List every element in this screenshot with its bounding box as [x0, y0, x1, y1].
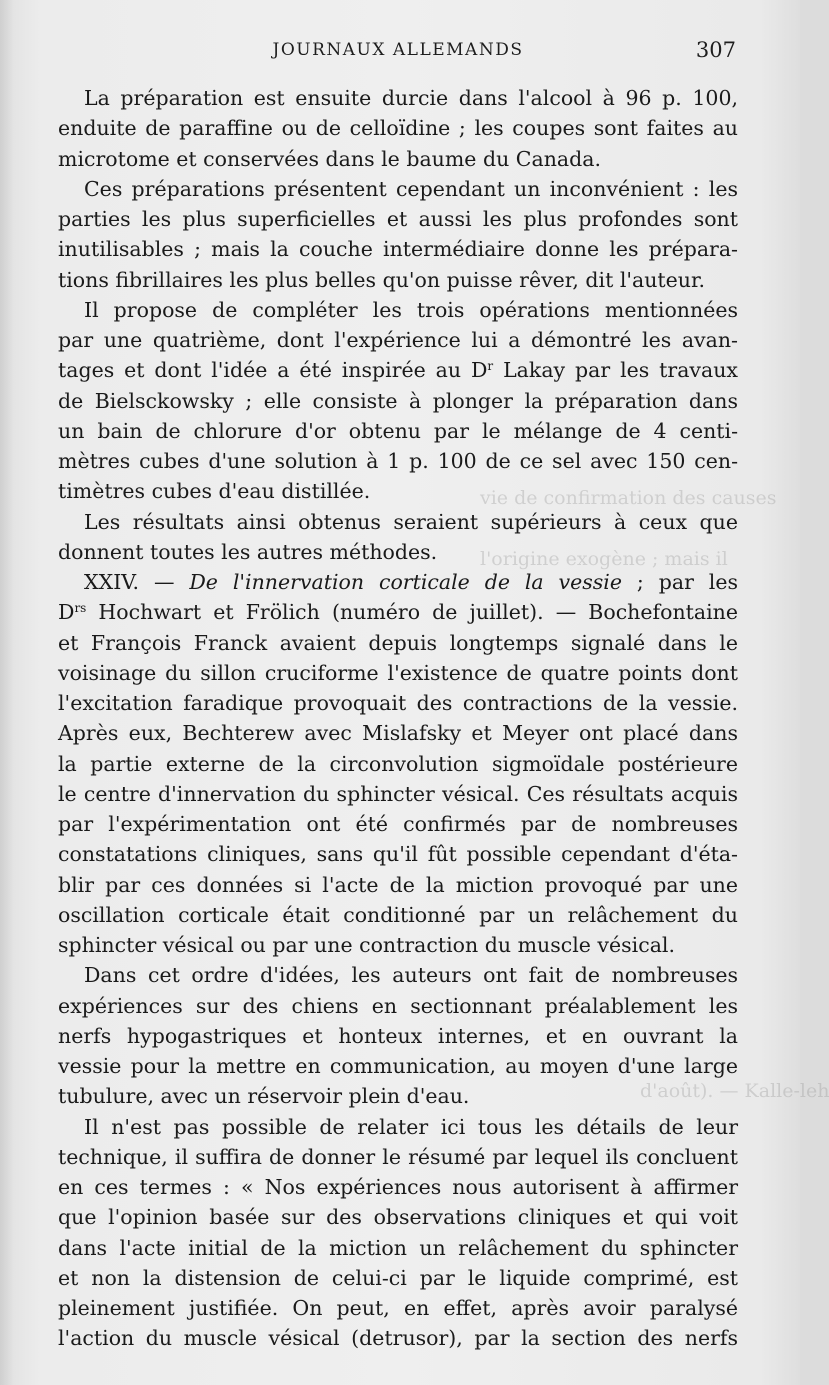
page-header: [60, 38, 736, 68]
section-paragraph: [58, 567, 738, 960]
text-fragment: tages et dont l'idée a été inspirée au D: [58, 358, 488, 383]
show-through-text: vie de confirmation des causes: [480, 487, 777, 509]
text-line: Il n'est pas possible de relater ici tous les détails de leur: [84, 1114, 738, 1139]
text-line: expériences sur des chiens en sectionnant préalablement les: [58, 993, 738, 1018]
text-line: [58, 355, 738, 385]
text-line: parties les plus superficielles et aussi les plus profondes sont: [58, 207, 738, 231]
text-line: La préparation est ensuite durcie dans l'alcool à 96 p. 100,: [84, 86, 738, 110]
paragraph: [58, 960, 738, 1111]
text-line: tubulure, avec un réservoir plein d'eau.: [58, 1084, 470, 1109]
text-line: Les résultats ainsi obtenus seraient supérieurs à ceux que: [84, 509, 738, 534]
text-line: en ces termes : « Nos expériences nous autorisent à affirmer: [58, 1175, 738, 1199]
text-line: [58, 597, 738, 627]
section-number: XXIV.: [84, 570, 140, 594]
text-line: de Bielsckowsky ; elle consiste à plonger la préparation dans: [58, 388, 738, 413]
text-line: constatations cliniques, sans qu'il fût possible cependant d'éta-: [58, 842, 738, 867]
text-line: microtome et conservées dans le baume du Canada.: [58, 146, 601, 171]
paragraph: [58, 295, 738, 507]
page-number: 307: [695, 38, 736, 62]
text-line: nerfs hypogastriques et honteux internes, et en ouvrant la: [58, 1023, 738, 1048]
text-line: enduite de paraffine ou de celloïdine ; les coupes sont faites au: [58, 116, 738, 141]
em-dash: —: [139, 570, 190, 594]
paragraph: [58, 174, 738, 295]
text-line: Après eux, Bechterew avec Mislafsky et Meyer ont placé dans: [58, 721, 738, 746]
text-line: timètres cubes d'eau distillée.: [58, 479, 371, 504]
text-line: que l'opinion basée sur des observations cliniques et qui voit: [58, 1205, 738, 1230]
superscript: r: [487, 359, 494, 374]
text-line: le centre d'innervation du sphincter vésical. Ces résultats acquis: [58, 781, 738, 806]
text-line: oscillation corticale était conditionné par un relâchement du: [58, 902, 738, 927]
text-line: Ces préparations présentent cependant un inconvénient : les: [84, 176, 738, 201]
running-head: JOURNAUX ALLEMANDS: [272, 40, 524, 60]
article-title: De l'innervation corticale de la vessie: [189, 570, 622, 594]
superscript: rs: [74, 601, 87, 616]
show-through-text: d'août). — Kalle-leh: [640, 1080, 829, 1102]
paragraph: [58, 1112, 738, 1354]
text-line: et François Franck avaient depuis longtemps signalé dans le: [58, 630, 738, 655]
text-line: sphincter vésical ou par une contraction du muscle vésical.: [58, 933, 675, 957]
text-line: l'excitation faradique provoquait des contractions de la vessie.: [58, 691, 738, 715]
text-line: Il propose de compléter les trois opérations mentionnées: [84, 297, 738, 322]
text-line: par une quatrième, dont l'expérience lui a démontré les avan-: [58, 328, 738, 352]
text-line: blir par ces données si l'acte de la miction provoqué par une: [58, 872, 738, 897]
text-line: tions fibrillaires les plus belles qu'on puisse rêver, dit l'auteur.: [58, 267, 706, 292]
text-line: voisinage du sillon cruciforme l'existence de quatre points dont: [58, 660, 738, 685]
text-line: vessie pour la mettre en communication, au moyen d'une large: [58, 1054, 738, 1078]
section-heading-line: [58, 567, 738, 597]
text-line: par l'expérimentation ont été confirmés par de nombreuses: [58, 812, 738, 836]
text-fragment: Hochwart et Frölich (numéro de juillet). — Bochefontaine: [86, 600, 738, 625]
body-text: [58, 83, 738, 1354]
paragraph: [58, 83, 738, 174]
paragraph: [58, 507, 738, 568]
text-line: l'action du muscle vésical (detrusor), par la section des nerfs: [58, 1326, 738, 1351]
text-line: technique, il suffira de donner le résumé par lequel ils concluent: [58, 1144, 738, 1169]
text-line: pleinement justifiée. On peut, en effet, après avoir paralysé: [58, 1296, 738, 1320]
text-line: et non la distension de celui-ci par le liquide comprimé, est: [58, 1265, 738, 1290]
show-through-text: l'origine exogène ; mais il: [480, 548, 728, 570]
text-line: donnent toutes les autres méthodes.: [58, 539, 438, 564]
text-line: dans l'acte initial de la miction un relâchement du sphincter: [58, 1235, 738, 1260]
text-fragment: ; par les: [622, 570, 738, 594]
text-line: inutilisables ; mais la couche intermédiaire donne les prépara-: [58, 237, 738, 262]
text-line: la partie externe de la circonvolution sigmoïdale postérieure: [58, 751, 738, 776]
text-line: un bain de chlorure d'or obtenu par le mélange de 4 centi-: [58, 418, 738, 443]
text-line: Dans cet ordre d'idées, les auteurs ont fait de nombreuses: [84, 963, 738, 988]
text-line: mètres cubes d'une solution à 1 p. 100 de ce sel avec 150 cen-: [58, 449, 738, 473]
text-fragment: Lakay par les travaux: [493, 358, 738, 383]
text-fragment: D: [58, 600, 75, 625]
